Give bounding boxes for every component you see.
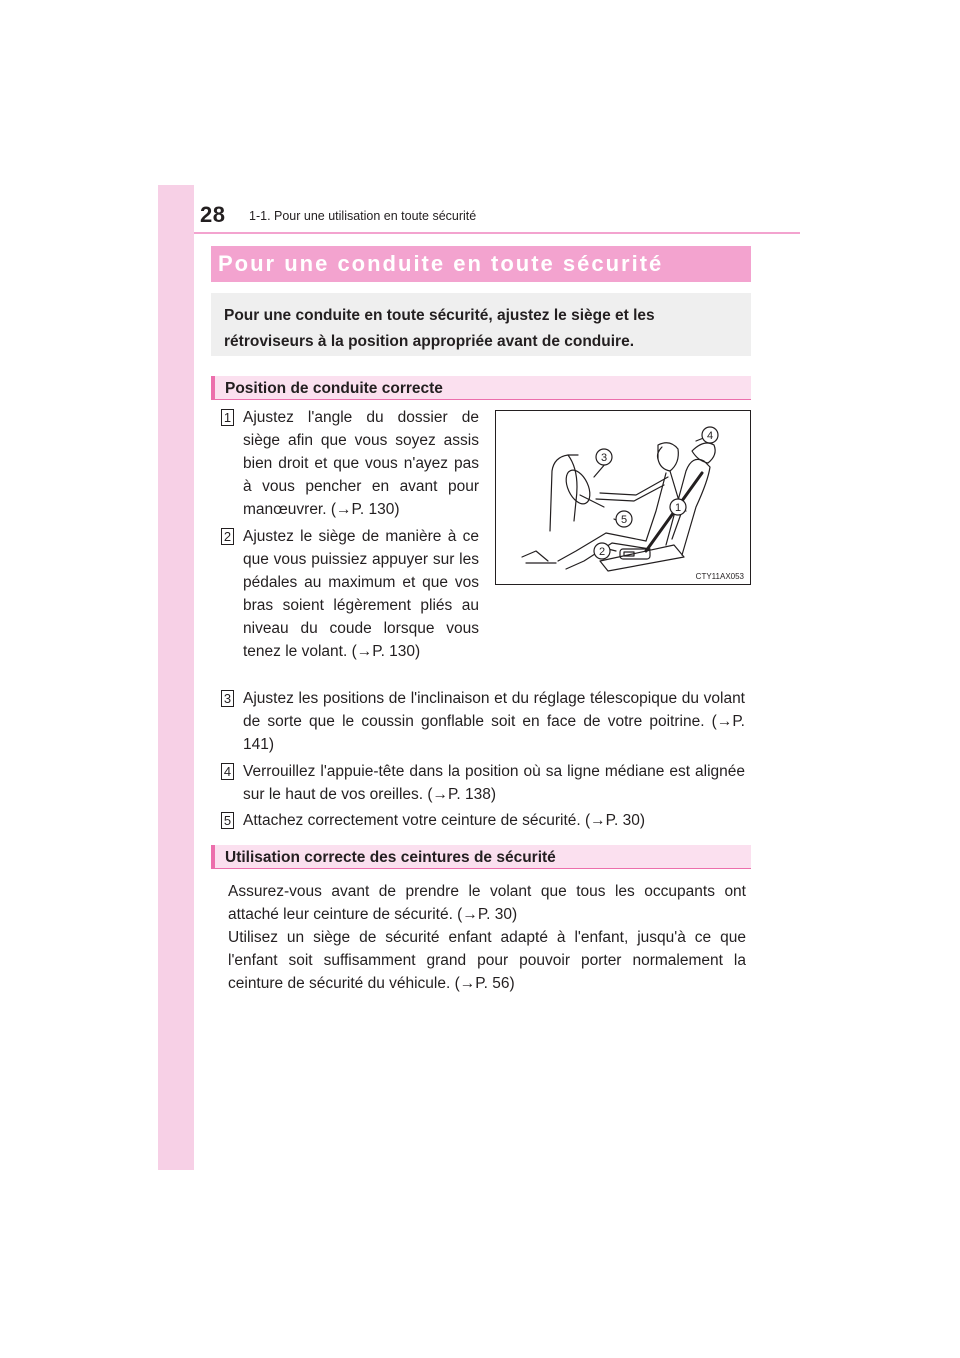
figure-code: CTY11AX053: [695, 572, 744, 581]
page-title-bar: [211, 246, 751, 282]
section-heading-text: Position de conduite correcte: [225, 380, 443, 397]
page-title: Pour une conduite en toute sécurité: [218, 251, 664, 276]
item-number-5: 5: [221, 812, 234, 829]
item-text-4: Verrouillez l'appuie-tête dans la position où sa ligne médiane est alignée sur le haut de vos oreilles. (→P. 138): [243, 763, 745, 803]
paragraph-seatbelt-occupants: Assurez-vous avant de prendre le volant que tous les occupants ont attaché leur ceinture de sécurité. (→P. 30): [228, 883, 746, 923]
running-header: 1-1. Pour une utilisation en toute sécurité: [249, 209, 477, 223]
callout-4-label: 4: [706, 430, 714, 442]
driving-position-figure: [495, 410, 751, 585]
item-text-2: Ajustez le siège de manière à ce que vous puissiez appuyer sur les pédales au maximum et que vos bras soient légèrement pliés au niveau du coude lorsque vous tenez le volant. (→P. 130): [243, 528, 479, 660]
item-number-2: 2: [221, 528, 234, 545]
driver-seat-illustration: [496, 411, 750, 584]
page-number: 28: [200, 202, 226, 227]
item-text-5: Attachez correctement votre ceinture de sécurité. (→P. 30): [243, 812, 646, 829]
callout-1-label: 1: [674, 502, 682, 514]
item-number-4: 4: [221, 763, 234, 780]
callout-3-label: 3: [600, 452, 608, 464]
section-heading-text: Utilisation correcte des ceintures de sécurité: [225, 849, 556, 866]
item-number-3: 3: [221, 690, 234, 707]
item-text-1: Ajustez l'angle du dossier de siège afin que vous soyez assis bien droit et que vous n'ayez pas à vous pencher en avant pour manœuvrer. (→P. 130): [243, 409, 479, 518]
section-heading-seatbelt-use: [211, 845, 751, 869]
intro-text: Pour une conduite en toute sécurité, ajustez le siège et les rétroviseurs à la position appropriée avant de conduire.: [224, 307, 655, 350]
header-rule: [194, 232, 800, 234]
item-number-1: 1: [221, 409, 234, 426]
side-tab-strip: [158, 185, 194, 1170]
paragraph-child-seat: Utilisez un siège de sécurité enfant adapté à l'enfant, jusqu'à ce que l'enfant soit suffisamment grand pour pouvoir porter normalement la ceinture de sécurité du véhicule. (→P. 56): [228, 929, 746, 992]
callout-2-label: 2: [598, 546, 606, 558]
section-heading-driving-position: [211, 376, 751, 400]
item-text-3: Ajustez les positions de l'inclinaison et du réglage télescopique du volant de sorte que le coussin gonflable soit en face de votre poitrine. (→P. 141): [243, 690, 745, 753]
callout-5-label: 5: [620, 514, 628, 526]
intro-box: [211, 293, 751, 356]
